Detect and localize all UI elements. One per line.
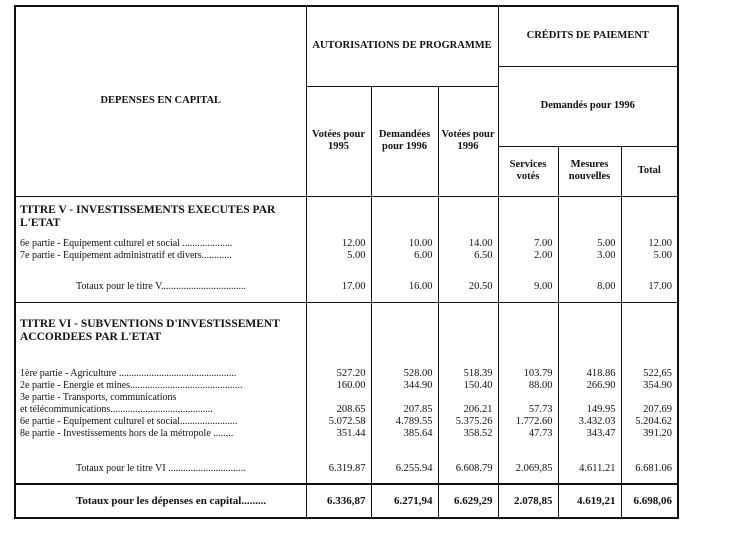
value-cell — [498, 196, 558, 238]
value-cell: 88.00 — [498, 380, 558, 392]
value-cell — [558, 360, 621, 368]
value-cell — [621, 476, 678, 484]
value-cell: 6.336,87 — [306, 484, 371, 518]
value-cell: 528.00 — [371, 368, 438, 380]
value-cell: 6.319.87 — [306, 462, 371, 476]
row-label: 7e partie - Équipement administratif et divers............ — [20, 250, 232, 261]
cp-col-header: Services votés — [498, 146, 558, 196]
value-cell: 5.204.62 — [621, 416, 678, 428]
table-row — [15, 238, 678, 250]
value-cell — [306, 196, 371, 238]
value-cell: 351.44 — [306, 428, 371, 440]
table-row — [15, 280, 678, 294]
value-cell — [438, 392, 498, 404]
table-row — [15, 368, 678, 380]
row-label: 8e partie - Investissements hors de la métropole ........ — [20, 428, 234, 439]
row-label — [15, 294, 306, 302]
value-cell: 3.432.03 — [558, 416, 621, 428]
value-cell: 527.20 — [306, 368, 371, 380]
table-row — [15, 428, 678, 440]
value-cell — [306, 476, 371, 484]
value-cell — [621, 302, 678, 360]
value-cell: 5.00 — [558, 238, 621, 250]
value-cell: 17.00 — [306, 280, 371, 294]
value-cell — [371, 294, 438, 302]
value-cell — [371, 476, 438, 484]
value-cell: 4.789.55 — [371, 416, 438, 428]
value-cell: 1.772.60 — [498, 416, 558, 428]
value-cell: 47.73 — [498, 428, 558, 440]
cp-group-header: CRÉDITS DE PAIEMENT — [498, 6, 678, 66]
value-cell: 9.00 — [498, 280, 558, 294]
value-cell — [558, 196, 621, 238]
value-cell: 6.629,29 — [438, 484, 498, 518]
value-cell: 14.00 — [438, 238, 498, 250]
value-cell: 12.00 — [621, 238, 678, 250]
value-cell: 3.00 — [558, 250, 621, 262]
row-label: Totaux pour le titre VI ............................... — [76, 463, 246, 474]
section-title: TITRE VI - SUBVENTIONS D'INVESTISSEMENT ACCORDEES PAR L'ETAT — [15, 302, 306, 360]
value-cell — [558, 294, 621, 302]
value-cell: 5.375.26 — [438, 416, 498, 428]
value-cell: 266.90 — [558, 380, 621, 392]
value-cell: 6.00 — [371, 250, 438, 262]
value-cell: 6.255.94 — [371, 462, 438, 476]
ap-col-header: Votées pour 1996 — [438, 86, 498, 196]
value-cell — [306, 392, 371, 404]
value-cell — [306, 302, 371, 360]
value-cell — [371, 392, 438, 404]
value-cell — [498, 294, 558, 302]
row-label: Totaux pour le titre V.................................. — [76, 281, 247, 292]
value-cell: 16.00 — [371, 280, 438, 294]
value-cell: 208.65 — [306, 404, 371, 416]
row-label: Totaux pour les dépenses en capital......... — [15, 484, 306, 518]
value-cell — [371, 302, 438, 360]
value-cell: 6.681.06 — [621, 462, 678, 476]
value-cell — [438, 360, 498, 368]
table-row — [15, 250, 678, 262]
value-cell — [558, 262, 621, 280]
value-cell — [498, 302, 558, 360]
value-cell — [621, 262, 678, 280]
value-cell — [371, 360, 438, 368]
row-label: et télécommunications......................................... — [20, 404, 213, 415]
value-cell: 6.50 — [438, 250, 498, 262]
value-cell — [498, 262, 558, 280]
value-cell: 358.52 — [438, 428, 498, 440]
label-column-header: DEPENSES EN CAPITAL — [15, 6, 306, 196]
value-cell: 4.619,21 — [558, 484, 621, 518]
table-row — [15, 392, 678, 404]
value-cell: 385.64 — [371, 428, 438, 440]
table-row — [15, 462, 678, 476]
value-cell: 522,65 — [621, 368, 678, 380]
value-cell — [621, 294, 678, 302]
value-cell: 10.00 — [371, 238, 438, 250]
value-cell — [371, 196, 438, 238]
value-cell: 2.00 — [498, 250, 558, 262]
table-row — [15, 380, 678, 392]
row-label: 3e partie - Transports, communications — [20, 392, 177, 403]
value-cell: 354.90 — [621, 380, 678, 392]
value-cell: 4.611.21 — [558, 462, 621, 476]
row-label — [15, 476, 306, 484]
table-row — [15, 440, 678, 462]
value-cell: 391.20 — [621, 428, 678, 440]
value-cell — [306, 294, 371, 302]
value-cell: 2.069,85 — [498, 462, 558, 476]
value-cell: 57.73 — [498, 404, 558, 416]
value-cell: 6.271,94 — [371, 484, 438, 518]
value-cell — [498, 476, 558, 484]
value-cell — [558, 392, 621, 404]
value-cell — [438, 440, 498, 462]
table-row — [15, 294, 678, 302]
value-cell: 7.00 — [498, 238, 558, 250]
value-cell: 17.00 — [621, 280, 678, 294]
ap-col-header: Demandées pour 1996 — [371, 86, 438, 196]
value-cell — [621, 440, 678, 462]
section-title-row — [15, 196, 678, 238]
value-cell: 150.40 — [438, 380, 498, 392]
value-cell — [621, 392, 678, 404]
value-cell — [621, 360, 678, 368]
value-cell: 518.39 — [438, 368, 498, 380]
table-row — [15, 360, 678, 368]
table-row — [15, 404, 678, 416]
section-title: TITRE V - INVESTISSEMENTS EXECUTES PAR L'ETAT — [20, 204, 276, 230]
value-cell — [438, 476, 498, 484]
value-cell — [306, 360, 371, 368]
row-label — [15, 262, 306, 280]
cp-col-header: Mesures nouvelles — [558, 146, 621, 196]
value-cell: 6.698,06 — [621, 484, 678, 518]
value-cell: 207.85 — [371, 404, 438, 416]
value-cell: 5.00 — [306, 250, 371, 262]
row-label: 6e partie - Équipement culturel et social....................... — [20, 416, 238, 427]
value-cell: 207.69 — [621, 404, 678, 416]
value-cell: 418.86 — [558, 368, 621, 380]
row-label: 2e partie - Énergie et mines............................................. — [20, 380, 243, 391]
row-label — [15, 360, 306, 368]
value-cell: 343.47 — [558, 428, 621, 440]
value-cell: 2.078,85 — [498, 484, 558, 518]
value-cell: 5.00 — [621, 250, 678, 262]
row-label — [15, 440, 306, 462]
value-cell — [438, 302, 498, 360]
row-label: 6e partie - Équipement culturel et social .................... — [20, 238, 233, 249]
table-row — [15, 262, 678, 280]
capital-expenditure-table — [14, 5, 679, 519]
value-cell: 20.50 — [438, 280, 498, 294]
value-cell — [498, 360, 558, 368]
value-cell — [371, 440, 438, 462]
value-cell — [438, 262, 498, 280]
value-cell: 12.00 — [306, 238, 371, 250]
value-cell: 5.072.58 — [306, 416, 371, 428]
value-cell — [621, 196, 678, 238]
value-cell: 103.79 — [498, 368, 558, 380]
value-cell: 8.00 — [558, 280, 621, 294]
table-row — [15, 476, 678, 484]
table-row — [15, 416, 678, 428]
ap-col-header: Votées pour 1995 — [306, 86, 371, 196]
value-cell: 149.95 — [558, 404, 621, 416]
value-cell — [438, 196, 498, 238]
value-cell: 344.90 — [371, 380, 438, 392]
value-cell — [438, 294, 498, 302]
value-cell — [558, 476, 621, 484]
section-title-row — [15, 302, 678, 360]
table-row — [15, 484, 678, 518]
row-label: 1ère partie - Agriculture ............................................... — [20, 368, 237, 379]
cp-sub-header: Demandés pour 1996 — [498, 66, 678, 146]
value-cell: 206.21 — [438, 404, 498, 416]
value-cell — [371, 262, 438, 280]
value-cell — [306, 440, 371, 462]
value-cell — [498, 392, 558, 404]
value-cell — [306, 262, 371, 280]
value-cell — [558, 440, 621, 462]
value-cell: 6.608.79 — [438, 462, 498, 476]
value-cell — [558, 302, 621, 360]
value-cell — [498, 440, 558, 462]
value-cell: 160.00 — [306, 380, 371, 392]
ap-group-header: AUTORISATIONS DE PROGRAMME — [306, 6, 498, 86]
cp-col-header: Total — [621, 146, 678, 196]
